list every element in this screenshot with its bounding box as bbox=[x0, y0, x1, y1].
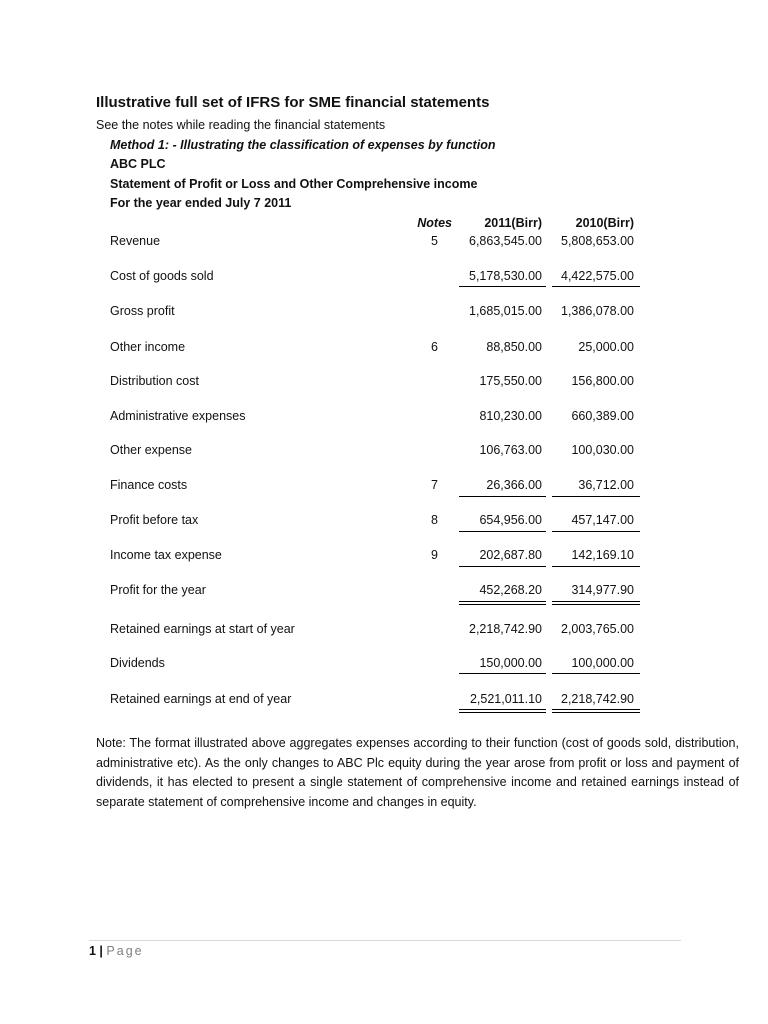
row-value-2011: 1,685,015.00 bbox=[469, 304, 542, 318]
total-underline bbox=[552, 286, 640, 287]
table-row bbox=[0, 374, 768, 394]
double-underline bbox=[459, 712, 546, 713]
row-label: Distribution cost bbox=[110, 374, 199, 388]
footer-divider bbox=[89, 940, 681, 941]
row-value-2010: 2,218,742.90 bbox=[561, 692, 634, 706]
total-underline bbox=[552, 496, 640, 497]
page-footer bbox=[89, 944, 144, 958]
row-note: 7 bbox=[431, 478, 438, 492]
row-value-2010: 1,386,078.00 bbox=[561, 304, 634, 318]
row-label: Administrative expenses bbox=[110, 409, 246, 423]
total-underline bbox=[459, 531, 546, 532]
table-row bbox=[0, 583, 768, 603]
row-label: Dividends bbox=[110, 656, 165, 670]
row-note: 5 bbox=[431, 234, 438, 248]
row-label: Other expense bbox=[110, 443, 192, 457]
double-underline bbox=[552, 709, 640, 710]
table-row bbox=[0, 548, 768, 568]
row-value-2011: 175,550.00 bbox=[479, 374, 542, 388]
row-label: Profit before tax bbox=[110, 513, 199, 527]
row-label: Gross profit bbox=[110, 304, 175, 318]
double-underline bbox=[552, 712, 640, 713]
row-value-2010: 100,030.00 bbox=[571, 443, 634, 457]
column-header-2011: 2011(Birr) bbox=[484, 216, 542, 230]
row-label: Income tax expense bbox=[110, 548, 222, 562]
table-row bbox=[0, 478, 768, 498]
row-value-2011: 6,863,545.00 bbox=[469, 234, 542, 248]
statement-period: For the year ended July 7 2011 bbox=[110, 196, 292, 210]
table-row bbox=[0, 513, 768, 533]
row-value-2011: 2,521,011.10 bbox=[469, 692, 542, 706]
row-value-2010: 660,389.00 bbox=[571, 409, 634, 423]
statement-title: Statement of Profit or Loss and Other Comprehensive income bbox=[110, 177, 478, 191]
explanatory-note: Note: The format illustrated above aggregates expenses according to their function (cost of goods sold, distribution, administrative etc). As the only changes to ABC Plc equity during the year arose from profit or loss and payment of dividends, it has elected to present a single statement of comprehensive income and retained earnings instead of separate statement of comprehensive income and changes in equity. bbox=[96, 736, 739, 809]
row-label: Retained earnings at start of year bbox=[110, 622, 295, 636]
row-value-2011: 106,763.00 bbox=[479, 443, 542, 457]
row-value-2011: 26,366.00 bbox=[486, 478, 542, 492]
row-value-2011: 810,230.00 bbox=[479, 409, 542, 423]
page-number: 1 bbox=[89, 944, 96, 958]
company-name: ABC PLC bbox=[110, 157, 166, 171]
table-row bbox=[0, 409, 768, 429]
table-row bbox=[0, 304, 768, 324]
row-label: Profit for the year bbox=[110, 583, 206, 597]
table-row bbox=[0, 443, 768, 463]
row-value-2010: 156,800.00 bbox=[571, 374, 634, 388]
table-row bbox=[0, 692, 768, 712]
row-value-2010: 100,000.00 bbox=[571, 656, 634, 670]
row-label: Other income bbox=[110, 340, 186, 354]
row-value-2010: 4,422,575.00 bbox=[561, 269, 634, 283]
column-header-notes: Notes bbox=[417, 216, 452, 230]
column-header-2010: 2010(Birr) bbox=[575, 216, 634, 230]
row-label: Cost of goods sold bbox=[110, 269, 214, 283]
row-note: 8 bbox=[431, 513, 438, 527]
total-underline bbox=[459, 496, 546, 497]
row-value-2011: 150,000.00 bbox=[479, 656, 542, 670]
row-label: Revenue bbox=[110, 234, 161, 248]
total-underline bbox=[552, 531, 640, 532]
method-heading: Method 1: - Illustrating the classification of expenses by function bbox=[110, 138, 496, 152]
double-underline bbox=[552, 601, 640, 602]
row-value-2011: 5,178,530.00 bbox=[469, 269, 542, 283]
document-subtitle: See the notes while reading the financial statements bbox=[96, 118, 386, 132]
row-label: Retained earnings at end of year bbox=[110, 692, 292, 706]
table-row bbox=[0, 269, 768, 289]
double-underline bbox=[552, 604, 640, 605]
row-value-2010: 314,977.90 bbox=[571, 583, 634, 597]
total-underline bbox=[552, 673, 640, 674]
row-value-2011: 2,218,742.90 bbox=[469, 622, 542, 636]
row-value-2011: 654,956.00 bbox=[479, 513, 542, 527]
double-underline bbox=[459, 604, 546, 605]
row-label: Finance costs bbox=[110, 478, 188, 492]
row-value-2011: 202,687.80 bbox=[479, 548, 542, 562]
row-value-2010: 142,169.10 bbox=[571, 548, 634, 562]
row-value-2010: 36,712.00 bbox=[578, 478, 634, 492]
row-value-2010: 5,808,653.00 bbox=[561, 234, 634, 248]
total-underline bbox=[552, 566, 640, 567]
page-label: Page bbox=[106, 944, 144, 958]
document-title: Illustrative full set of IFRS for SME financial statements bbox=[96, 94, 490, 111]
total-underline bbox=[459, 566, 546, 567]
row-value-2010: 25,000.00 bbox=[578, 340, 634, 354]
row-note: 6 bbox=[431, 340, 438, 354]
table-row bbox=[0, 656, 768, 676]
double-underline bbox=[459, 709, 546, 710]
double-underline bbox=[459, 601, 546, 602]
table-row bbox=[0, 622, 768, 642]
table-row bbox=[0, 234, 768, 254]
total-underline bbox=[459, 286, 546, 287]
row-value-2011: 452,268.20 bbox=[479, 583, 542, 597]
row-value-2010: 2,003,765.00 bbox=[561, 622, 634, 636]
total-underline bbox=[459, 673, 546, 674]
footer-separator: | bbox=[95, 944, 107, 958]
row-value-2011: 88,850.00 bbox=[486, 340, 542, 354]
row-value-2010: 457,147.00 bbox=[571, 513, 634, 527]
row-note: 9 bbox=[431, 548, 438, 562]
table-row bbox=[0, 340, 768, 360]
